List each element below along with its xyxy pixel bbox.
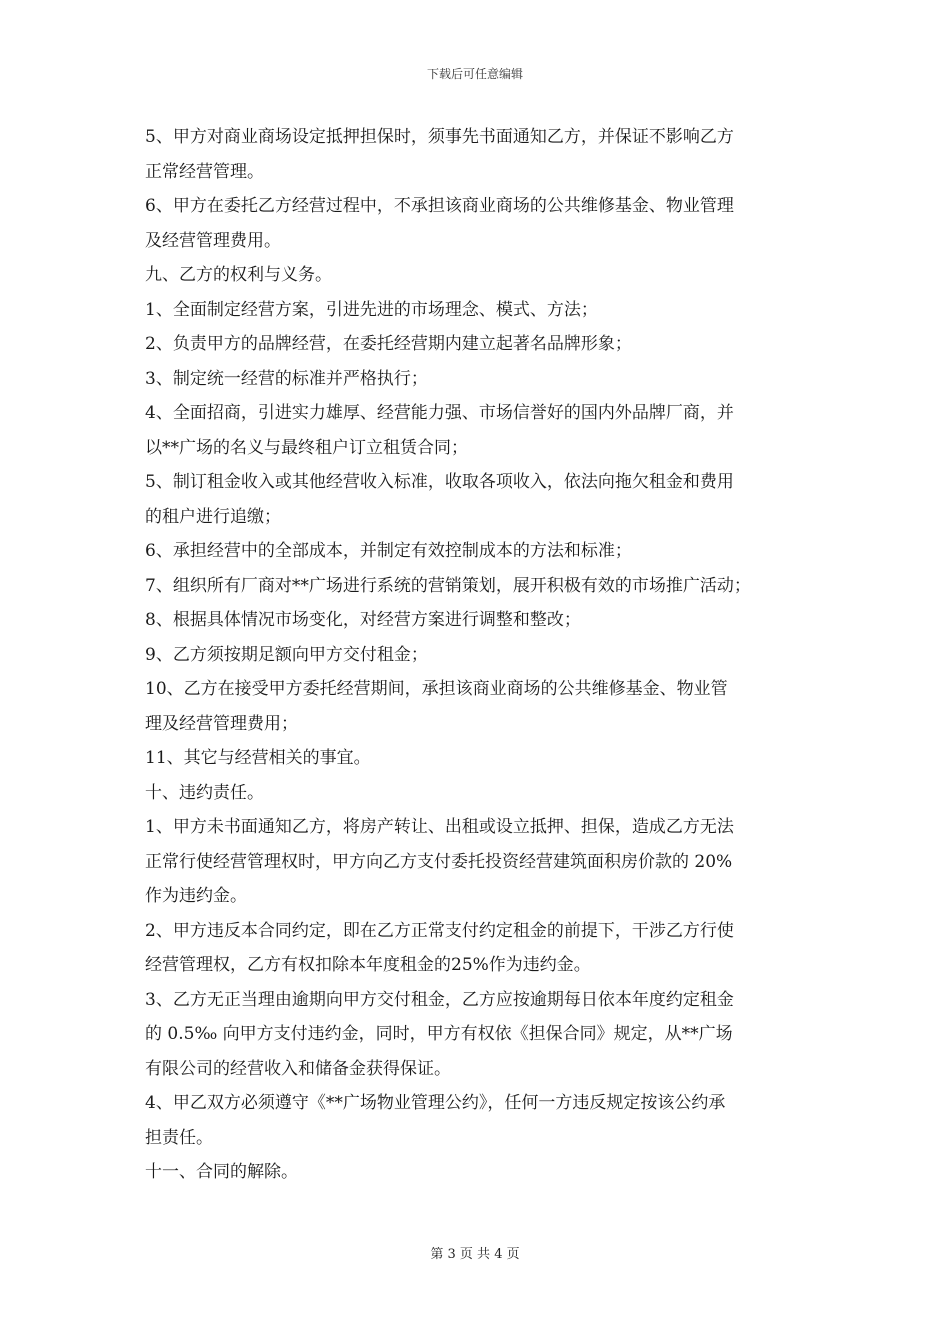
page-footer: 第 3 页 共 4 页 <box>430 1247 520 1262</box>
text-line: 以**广场的名义与最终租户订立租赁合同； <box>145 437 468 458</box>
text-line: 3、乙方无正当理由逾期向甲方交付租金，乙方应按逾期每日依本年度约定租金 <box>145 989 734 1010</box>
text-line: 2、负责甲方的品牌经营，在委托经营期内建立起著名品牌形象； <box>145 334 632 354</box>
text-line: 有限公司的经营收入和储备金获得保证。 <box>145 1058 451 1079</box>
text-line: 5、制订租金收入或其他经营收入标准，收取各项收入，依法向拖欠租金和费用 <box>145 472 734 492</box>
text-line: 9、乙方须按期足额向甲方交付租金； <box>145 644 428 665</box>
text-line: 经营管理权，乙方有权扣除本年度租金的25%作为违约金。 <box>145 955 591 975</box>
text-line: 4、甲乙双方必须遵守《**广场物业管理公约》，任何一方违反规定按该公约承 <box>145 1093 726 1113</box>
text-line: 正常行使经营管理权时，甲方向乙方支付委托投资经营建筑面积房价款的 20% <box>145 851 733 872</box>
text-line: 的租户进行追缴； <box>145 506 281 527</box>
text-line: 5、甲方对商业商场设定抵押担保时，须事先书面通知乙方，并保证不影响乙方 <box>145 127 734 147</box>
section-heading: 九、乙方的权利与义务。 <box>145 265 332 285</box>
text-line: 11、其它与经营相关的事宜。 <box>145 748 371 768</box>
section-heading: 十一、合同的解除。 <box>145 1162 298 1182</box>
section-heading: 十、违约责任。 <box>145 782 264 803</box>
text-line: 2、甲方违反本合同约定，即在乙方正常支付约定租金的前提下，干涉乙方行使 <box>145 920 734 941</box>
text-line: 理及经营管理费用； <box>145 713 298 734</box>
text-line: 1、全面制定经营方案，引进先进的市场理念、模式、方法； <box>145 299 598 320</box>
text-line: 8、根据具体情况市场变化，对经营方案进行调整和整改； <box>145 610 581 630</box>
text-line: 6、甲方在委托乙方经营过程中，不承担该商业商场的公共维修基金、物业管理 <box>145 196 734 216</box>
text-line: 担责任。 <box>145 1127 213 1148</box>
text-line: 10、乙方在接受甲方委托经营期间，承担该商业商场的公共维修基金、物业管 <box>145 679 728 699</box>
text-line: 3、制定统一经营的标准并严格执行； <box>145 368 428 389</box>
text-line: 正常经营管理。 <box>145 161 264 182</box>
document-body <box>145 120 815 1190</box>
text-line: 作为违约金。 <box>145 886 247 906</box>
text-line: 6、承担经营中的全部成本，并制定有效控制成本的方法和标准； <box>145 541 632 561</box>
text-line: 的 0.5‰ 向甲方支付违约金，同时，甲方有权依《担保合同》规定，从**广场 <box>145 1024 733 1044</box>
page-header: 下载后可任意编辑 <box>426 67 523 81</box>
text-line: 7、组织所有厂商对**广场进行系统的营销策划，展开积极有效的市场推广活动； <box>145 575 751 596</box>
text-line: 及经营管理费用。 <box>145 230 281 251</box>
text-line: 4、全面招商，引进实力雄厚、经营能力强、市场信誉好的国内外品牌厂商，并 <box>145 403 734 423</box>
text-line: 1、甲方未书面通知乙方，将房产转让、出租或设立抵押、担保，造成乙方无法 <box>145 817 734 837</box>
